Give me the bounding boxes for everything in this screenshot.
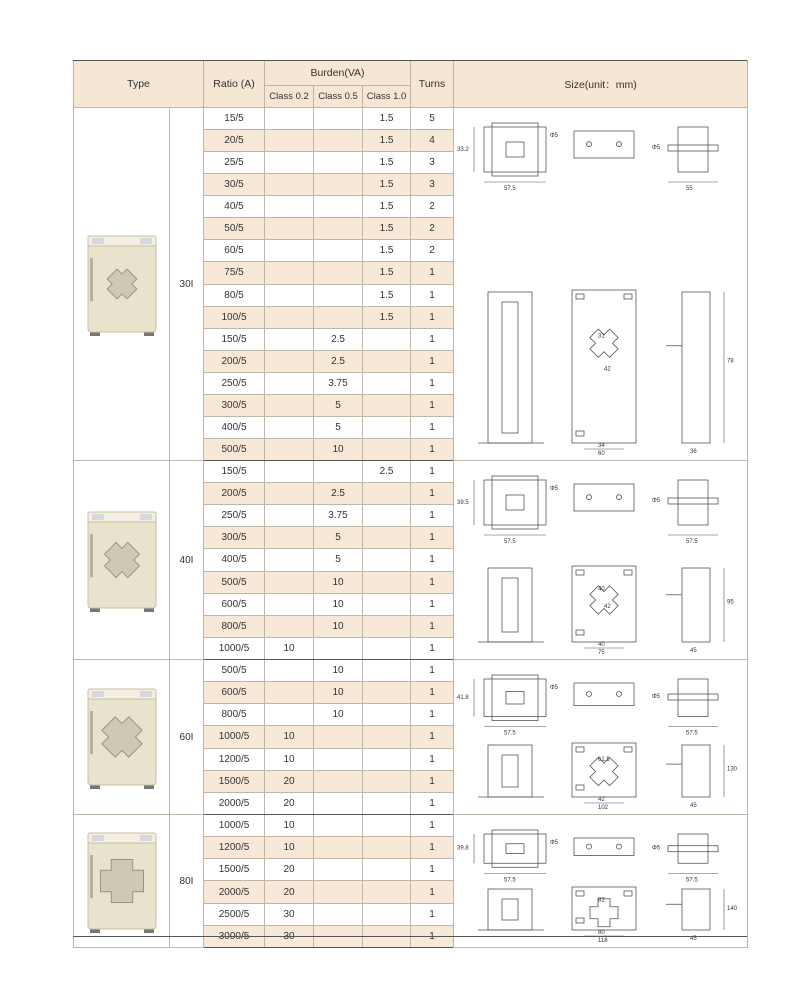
dimension-drawing: [454, 109, 748, 459]
class-1-0-cell: [363, 925, 411, 947]
class-0-2-cell: [265, 704, 314, 726]
class-0-2-cell: [265, 218, 314, 240]
class-1-0-cell: [363, 859, 411, 881]
dim-width-1: 57.5: [504, 539, 516, 545]
dim-hole-2: Φ5: [652, 145, 661, 151]
class-1-0-cell: 1.5: [363, 130, 411, 152]
ratio-cell: 50/5: [204, 218, 265, 240]
ratio-cell: 600/5: [204, 593, 265, 615]
dim-width-1: 57.5: [504, 186, 516, 192]
dim-width-3: 40: [598, 642, 605, 648]
class-0-5-cell: 3.75: [314, 505, 363, 527]
class-1-0-cell: 1.5: [363, 152, 411, 174]
dim-inner-3: 42: [604, 366, 611, 373]
class-1-0-cell: [363, 815, 411, 837]
product-image-cell: [74, 108, 170, 461]
turns-header: Turns: [411, 61, 454, 108]
class-0-5-cell: 10: [314, 615, 363, 637]
class-0-5-cell: [314, 815, 363, 837]
table-row: [74, 108, 748, 130]
class-1-0-cell: [363, 416, 411, 438]
ratio-cell: 1500/5: [204, 859, 265, 881]
dim-width-4: 60: [598, 451, 605, 457]
class-1-0-cell: [363, 637, 411, 659]
dim-width-2: 57.5: [686, 730, 698, 737]
dim-hole-1: Φ5: [550, 133, 559, 139]
dim-width-3: 34: [598, 443, 605, 449]
class-0-2-cell: [265, 505, 314, 527]
class-0-5-cell: [314, 152, 363, 174]
class-0-5-cell: [314, 240, 363, 262]
class-1-0-cell: 1.5: [363, 240, 411, 262]
burden-header: Burden(VA): [265, 61, 411, 86]
dim-inner-1: 40: [598, 586, 605, 593]
turns-cell: 1: [411, 925, 454, 947]
turns-cell: 1: [411, 682, 454, 704]
class-0-5-cell: [314, 925, 363, 947]
current-transformer-photo: [74, 815, 170, 947]
dim-width-1: 57.5: [504, 877, 516, 884]
dim-width-3: 80: [598, 930, 605, 936]
turns-cell: 1: [411, 837, 454, 859]
ratio-cell: 2000/5: [204, 792, 265, 814]
model-label: 40I: [170, 461, 204, 660]
class-0-2-cell: [265, 416, 314, 438]
turns-cell: 1: [411, 660, 454, 682]
ratio-cell: 1000/5: [204, 637, 265, 659]
dim-width-2: 57.5: [686, 539, 698, 545]
ratio-cell: 20/5: [204, 130, 265, 152]
class-0-2-cell: 10: [265, 726, 314, 748]
class-1-0-cell: [363, 328, 411, 350]
class-1-0-cell: [363, 394, 411, 416]
class-1-0-cell: [363, 881, 411, 903]
turns-cell: 1: [411, 505, 454, 527]
class-0-2-cell: 10: [265, 748, 314, 770]
class-0-5-cell: [314, 859, 363, 881]
ratio-cell: 500/5: [204, 660, 265, 682]
ratio-cell: 15/5: [204, 108, 265, 130]
turns-cell: 3: [411, 152, 454, 174]
class-1-0-cell: [363, 593, 411, 615]
class-0-2-cell: 10: [265, 837, 314, 859]
dim-height-2: 140: [727, 905, 738, 912]
dim-width-5: 45: [690, 648, 697, 654]
class-0-2-cell: [265, 438, 314, 460]
class-1-0-cell: [363, 792, 411, 814]
dim-width-4: 118: [598, 938, 608, 944]
turns-cell: 5: [411, 108, 454, 130]
table-row: [74, 815, 748, 837]
class-0-5-cell: [314, 306, 363, 328]
ratio-cell: 80/5: [204, 284, 265, 306]
turns-cell: 1: [411, 350, 454, 372]
dim-height-2: 130: [727, 766, 738, 773]
dim-hole-1: Φ5: [550, 840, 559, 846]
ratio-cell: 800/5: [204, 615, 265, 637]
class-1-0-cell: [363, 770, 411, 792]
class-0-2-cell: 20: [265, 792, 314, 814]
ratio-cell: 150/5: [204, 328, 265, 350]
product-image-cell: [74, 660, 170, 815]
turns-cell: 1: [411, 571, 454, 593]
class-0-5-cell: 5: [314, 416, 363, 438]
ratio-cell: 150/5: [204, 461, 265, 483]
size-header: Size(unit：mm): [454, 61, 748, 108]
table-row: [74, 461, 748, 483]
dim-height-2: 95: [727, 599, 734, 606]
dim-width-5: 36: [690, 449, 697, 455]
turns-cell: 1: [411, 438, 454, 460]
class-0-5-cell: 10: [314, 593, 363, 615]
turns-cell: 1: [411, 284, 454, 306]
class-1-0-cell: [363, 483, 411, 505]
class-0-5-cell: [314, 262, 363, 284]
class-0-5-cell: 2.5: [314, 350, 363, 372]
class-1-0-cell: 1.5: [363, 218, 411, 240]
turns-cell: 1: [411, 637, 454, 659]
dim-height-1: 33.2: [457, 147, 469, 153]
class-1-0-cell: [363, 682, 411, 704]
class-0-2-cell: 20: [265, 770, 314, 792]
class-0-5-cell: [314, 218, 363, 240]
ratio-cell: 1200/5: [204, 837, 265, 859]
class-0-2-cell: [265, 461, 314, 483]
dim-hole-2: Φ5: [652, 694, 661, 700]
class-0-5-cell: 5: [314, 527, 363, 549]
ratio-cell: 2000/5: [204, 881, 265, 903]
ratio-cell: 300/5: [204, 394, 265, 416]
dim-width-3: 42: [598, 797, 605, 803]
ratio-cell: 500/5: [204, 571, 265, 593]
turns-cell: 1: [411, 903, 454, 925]
class-0-2-cell: [265, 372, 314, 394]
class-0-2-cell: [265, 394, 314, 416]
class-0-5-cell: 5: [314, 549, 363, 571]
current-transformer-photo: [74, 660, 170, 814]
class-0-2-cell: [265, 571, 314, 593]
turns-cell: 1: [411, 372, 454, 394]
dim-height-2: 78: [727, 358, 734, 365]
turns-cell: 1: [411, 704, 454, 726]
dim-width-2: 55: [686, 186, 693, 192]
turns-cell: 2: [411, 240, 454, 262]
dim-width-5: 45: [690, 803, 697, 809]
dim-inner-1: 82: [598, 897, 605, 904]
class-1-0-cell: [363, 615, 411, 637]
ratio-cell: 400/5: [204, 416, 265, 438]
size-drawing-cell: [454, 660, 748, 815]
dim-height-1: 39.5: [457, 500, 469, 506]
class-0-5-cell: 5: [314, 394, 363, 416]
dim-height-1: 39.8: [457, 845, 469, 852]
dim-hole-2: Φ5: [652, 498, 661, 504]
class-1-0-cell: [363, 660, 411, 682]
class-0-5-cell: [314, 748, 363, 770]
dim-inner-1: 61.5: [598, 756, 610, 763]
dim-hole-2: Φ5: [652, 845, 661, 852]
ratio-cell: 500/5: [204, 438, 265, 460]
ratio-cell: 30/5: [204, 174, 265, 196]
size-drawing-cell: [454, 461, 748, 660]
dim-width-4: 102: [598, 805, 609, 811]
turns-cell: 2: [411, 196, 454, 218]
class-1-0-cell: [363, 527, 411, 549]
class-0-5-header: Class 0.5: [314, 86, 363, 108]
spec-table: [73, 60, 748, 948]
class-0-5-cell: [314, 174, 363, 196]
class-0-2-cell: [265, 284, 314, 306]
class-0-2-cell: [265, 527, 314, 549]
class-0-2-cell: [265, 130, 314, 152]
ratio-cell: 250/5: [204, 372, 265, 394]
turns-cell: 1: [411, 615, 454, 637]
class-0-5-cell: 10: [314, 571, 363, 593]
class-0-2-cell: [265, 593, 314, 615]
class-0-5-cell: [314, 770, 363, 792]
class-0-2-cell: [265, 306, 314, 328]
class-0-5-cell: 3.75: [314, 372, 363, 394]
turns-cell: 1: [411, 328, 454, 350]
turns-cell: 1: [411, 859, 454, 881]
class-1-0-cell: [363, 726, 411, 748]
dim-width-5: 45: [690, 936, 697, 942]
turns-cell: 4: [411, 130, 454, 152]
class-1-0-cell: [363, 372, 411, 394]
current-transformer-photo: [74, 108, 170, 460]
dimension-drawing: [454, 661, 748, 813]
class-0-5-cell: [314, 792, 363, 814]
turns-cell: 3: [411, 174, 454, 196]
ratio-cell: 250/5: [204, 505, 265, 527]
class-1-0-cell: 1.5: [363, 306, 411, 328]
dim-hole-1: Φ5: [550, 486, 559, 492]
class-0-2-cell: [265, 615, 314, 637]
ratio-cell: 400/5: [204, 549, 265, 571]
class-0-2-cell: [265, 483, 314, 505]
class-0-2-cell: [265, 350, 314, 372]
ratio-cell: 3000/5: [204, 925, 265, 947]
ratio-header: Ratio (A): [204, 61, 265, 108]
class-0-2-cell: [265, 660, 314, 682]
class-0-5-cell: 10: [314, 438, 363, 460]
turns-cell: 1: [411, 461, 454, 483]
class-0-2-cell: [265, 240, 314, 262]
ratio-cell: 1000/5: [204, 815, 265, 837]
turns-cell: 2: [411, 218, 454, 240]
ratio-cell: 800/5: [204, 704, 265, 726]
ratio-cell: 100/5: [204, 306, 265, 328]
turns-cell: 1: [411, 549, 454, 571]
ratio-cell: 1200/5: [204, 748, 265, 770]
class-1-0-cell: 1.5: [363, 196, 411, 218]
turns-cell: 1: [411, 527, 454, 549]
class-0-5-cell: 2.5: [314, 483, 363, 505]
table-row: [74, 660, 748, 682]
class-0-2-cell: [265, 174, 314, 196]
ratio-cell: 60/5: [204, 240, 265, 262]
type-header: Type: [74, 61, 204, 108]
class-1-0-cell: [363, 704, 411, 726]
class-0-2-cell: [265, 549, 314, 571]
turns-cell: 1: [411, 394, 454, 416]
product-image-cell: [74, 461, 170, 660]
size-drawing-cell: [454, 108, 748, 461]
class-0-5-cell: [314, 196, 363, 218]
current-transformer-photo: [74, 461, 170, 659]
class-1-0-header: Class 1.0: [363, 86, 411, 108]
dim-hole-1: Φ5: [550, 685, 559, 691]
turns-cell: 1: [411, 416, 454, 438]
turns-cell: 1: [411, 770, 454, 792]
class-1-0-cell: [363, 571, 411, 593]
class-1-0-cell: [363, 748, 411, 770]
class-0-2-header: Class 0.2: [265, 86, 314, 108]
ratio-cell: 2500/5: [204, 903, 265, 925]
class-0-2-cell: [265, 682, 314, 704]
class-1-0-cell: [363, 505, 411, 527]
dimension-drawing: [454, 462, 748, 658]
class-0-5-cell: 10: [314, 682, 363, 704]
ratio-cell: 75/5: [204, 262, 265, 284]
product-image-cell: [74, 815, 170, 948]
class-0-5-cell: 10: [314, 704, 363, 726]
class-1-0-cell: 1.5: [363, 284, 411, 306]
class-0-5-cell: [314, 903, 363, 925]
ratio-cell: 25/5: [204, 152, 265, 174]
turns-cell: 1: [411, 306, 454, 328]
ratio-cell: 1500/5: [204, 770, 265, 792]
class-0-5-cell: 10: [314, 660, 363, 682]
class-0-2-cell: 30: [265, 925, 314, 947]
dim-height-1: 41.8: [457, 695, 469, 701]
class-0-5-cell: 2.5: [314, 328, 363, 350]
class-0-5-cell: [314, 130, 363, 152]
class-0-5-cell: [314, 461, 363, 483]
class-1-0-cell: 1.5: [363, 174, 411, 196]
ratio-cell: 600/5: [204, 682, 265, 704]
turns-cell: 1: [411, 881, 454, 903]
class-1-0-cell: [363, 438, 411, 460]
dim-width-4: 75: [598, 650, 605, 656]
turns-cell: 1: [411, 726, 454, 748]
class-0-2-cell: [265, 152, 314, 174]
class-0-5-cell: [314, 726, 363, 748]
class-1-0-cell: [363, 350, 411, 372]
turns-cell: 1: [411, 815, 454, 837]
turns-cell: 1: [411, 483, 454, 505]
ratio-cell: 200/5: [204, 483, 265, 505]
class-1-0-cell: 2.5: [363, 461, 411, 483]
class-1-0-cell: [363, 837, 411, 859]
model-label: 60I: [170, 660, 204, 815]
model-label: 30I: [170, 108, 204, 461]
class-0-2-cell: 30: [265, 903, 314, 925]
turns-cell: 1: [411, 792, 454, 814]
class-1-0-cell: [363, 549, 411, 571]
turns-cell: 1: [411, 748, 454, 770]
turns-cell: 1: [411, 262, 454, 284]
class-1-0-cell: [363, 903, 411, 925]
class-0-5-cell: [314, 108, 363, 130]
class-0-5-cell: [314, 284, 363, 306]
class-0-2-cell: 20: [265, 859, 314, 881]
ratio-cell: 40/5: [204, 196, 265, 218]
class-0-5-cell: [314, 881, 363, 903]
class-0-2-cell: [265, 108, 314, 130]
dim-width-2: 57.5: [686, 877, 698, 884]
class-0-2-cell: [265, 328, 314, 350]
model-label: 80I: [170, 815, 204, 948]
turns-cell: 1: [411, 593, 454, 615]
class-1-0-cell: 1.5: [363, 108, 411, 130]
class-0-2-cell: 20: [265, 881, 314, 903]
class-0-2-cell: [265, 196, 314, 218]
class-1-0-cell: 1.5: [363, 262, 411, 284]
dimension-drawing: [454, 816, 748, 946]
ratio-cell: 200/5: [204, 350, 265, 372]
class-0-2-cell: 10: [265, 815, 314, 837]
dim-inner-3: 42: [604, 604, 611, 610]
class-0-2-cell: 10: [265, 637, 314, 659]
class-0-2-cell: [265, 262, 314, 284]
dim-inner-1: 31: [598, 333, 605, 340]
class-0-5-cell: [314, 837, 363, 859]
size-drawing-cell: [454, 815, 748, 948]
ratio-cell: 1000/5: [204, 726, 265, 748]
ratio-cell: 300/5: [204, 527, 265, 549]
class-0-5-cell: [314, 637, 363, 659]
dim-width-1: 57.5: [504, 730, 516, 737]
